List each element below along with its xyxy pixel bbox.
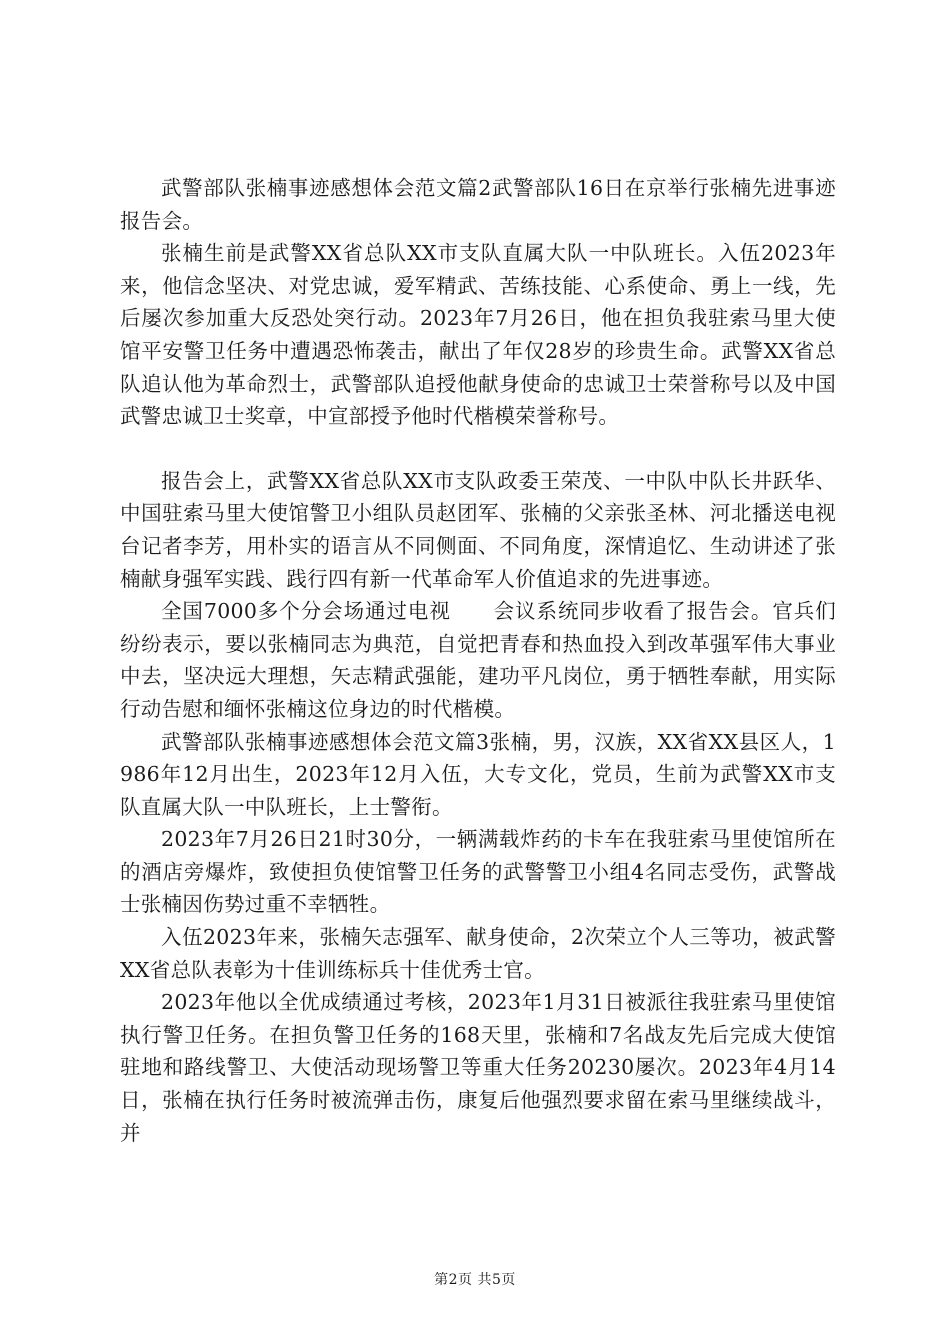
paragraph-8: 2023年他以全优成绩通过考核，2023年1月31日被派往我驻索马里使馆执行警卫任务。在担负警卫任务的168天里，张楠和7名战友先后完成大使馆驻地和路线警卫、大使活动现场警卫等重大任务20230屡次。2023年4月14日，张楠在执行任务时被流弹击伤，康复后他强烈要求留在索马里继续战斗，并	[120, 990, 836, 1145]
paragraph-6: 2023年7月26日21时30分，一辆满载炸药的卡车在我驻索马里使馆所在的酒店旁爆炸，致使担负使馆警卫任务的武警警卫小组4名同志受伤，武警战士张楠因伤势过重不幸牺牲。	[120, 827, 836, 917]
paragraph-4: 全国7000多个分会场通过电视 会议系统同步收看了报告会。官兵们纷纷表示，要以张楠同志为典范，自觉把青春和热血投入到改革强军伟大事业中去，坚决远大理想，矢志精武强能，建功平凡岗位，勇于牺牲奉献，用实际行动告慰和缅怀张楠这位身边的时代楷模。	[120, 599, 836, 721]
paragraph-5: 武警部队张楠事迹感想体会范文篇3张楠，男，汉族，XX省XX县区人，1986年12月出生，2023年12月入伍，大专文化，党员，生前为武警XX市支队直属大队一中队班长，上士警衔。	[120, 729, 836, 819]
paragraph-1: 武警部队张楠事迹感想体会范文篇2武警部队16日在京举行张楠先进事迹报告会。	[120, 176, 836, 233]
paragraph-7: 入伍2023年来，张楠矢志强军、献身使命，2次荣立个人三等功，被武警XX省总队表彰为十佳训练标兵十佳优秀士官。	[120, 925, 836, 982]
page-footer: 第2页 共5页	[434, 1272, 516, 1288]
paragraph-2: 张楠生前是武警XX省总队XX市支队直属大队一中队班长。入伍2023年来，他信念坚决、对党忠诚，爱军精武、苦练技能、心系使命、勇上一线，先后屡次参加重大反恐处突行动。2023年7月26日，他在担负我驻索马里大使馆平安警卫任务中遭遇恐怖袭击，献出了年仅28岁的珍贵生命。武警XX省总队追认他为革命烈士，武警部队追授他献身使命的忠诚卫士荣誉称号以及中国武警忠诚卫士奖章，中宣部授予他时代楷模荣誉称号。	[120, 241, 836, 429]
document-body	[120, 172, 836, 1149]
paragraph-3: 报告会上，武警XX省总队XX市支队政委王荣茂、一中队中队长井跃华、中国驻索马里大使馆警卫小组队员赵团军、张楠的父亲张圣林、河北播送电视台记者李芳，用朴实的语言从不同侧面、不同角度，深情追忆、生动讲述了张楠献身强军实践、践行四有新一代革命军人价值追求的先进事迹。	[120, 468, 836, 591]
